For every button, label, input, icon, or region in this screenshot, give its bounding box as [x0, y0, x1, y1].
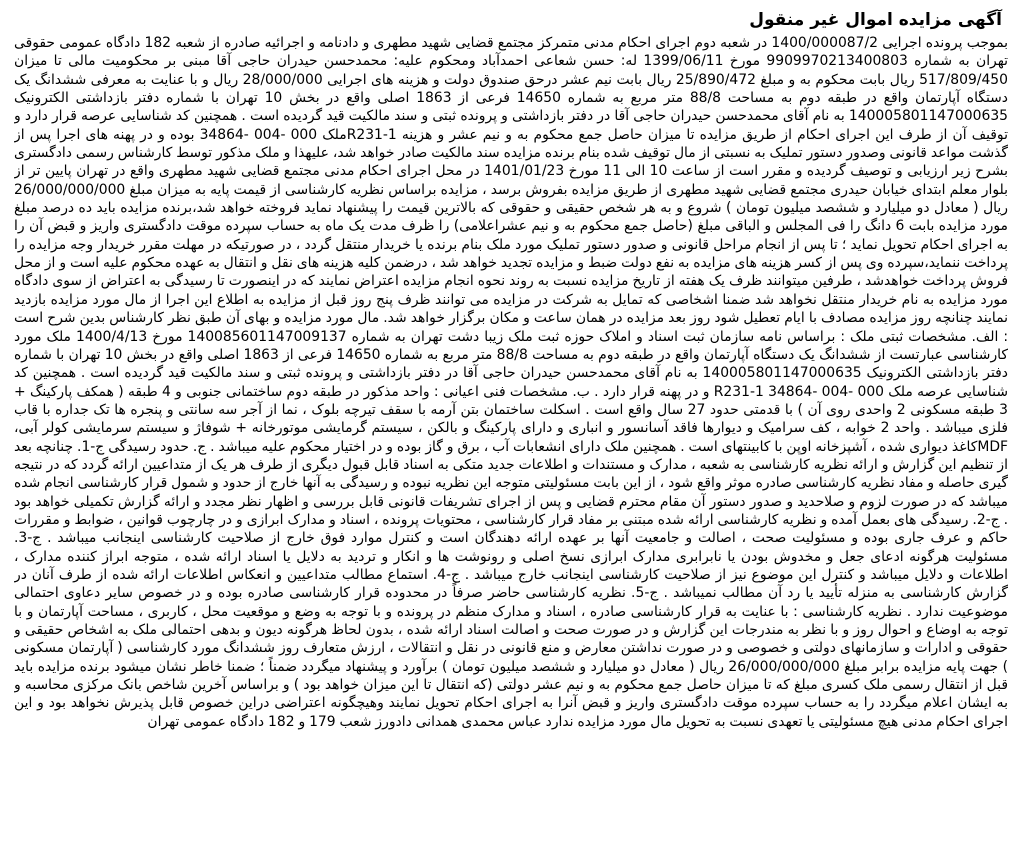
notice-body: بموجب پرونده اجرایی 1400/000087/2 در شعبه دوم اجرای احکام مدنی متمرکز مجتمع قضایی شهید مطهری و دادنامه و اجرائیه صادره از شعبه 182 دادگاه عمومی حقوقی تهران به شماره 9909970213400803 مورخ 1399/06/11 له: حسن شعاعی احمدآباد ومحکوم علیه: محمدحسن حیدران حاجی آقا مبنی بر محکومیت مالی تا میزان 517/809/450 ریال بابت محکوم به و مبلغ 25/890/472 ریال بابت نیم عشر درحق صندوق دولت و هزینه های اجرایی 28/000/000 ریال و با عنایت به معرفی ششدانگ یک دستگاه آپارتمان واقع در طبقه دوم به مساحت 88/8 متر مربع به شماره 14650 فرعی از 1863 اصلی واقع در بخش 10 تهران با شماره دفتر بازداشتی الکترونیک 140005801147000635 به نام آقای محمدحسن حیدران حاجی آقا در دفتر بازداشتی و پرونده ثبتی و سند مالکیت قید گردیده است . همچنین کد شناسایی عرصه قرار دارد و توقیف آن از طرف این اجرای احکام از طریق مزایده تا میزان حاصل جمع محکوم به و نیم عشر و هزینه R231-1ملک 000 -004 -34864 بوده و در پهنه های اجرا پس از گذشت مواعد قانونی وصدور دستور تملیک به نسبتی از مال توقیف شده بنام برنده مزایده سند مالکیت صادر خواهد شد، علیهذا و ملک مذکور توسط کارشناس رسمی دادگستری بشرح زیر ارزیابی و توصیف گردیده و مقرر است از ساعت 10 الی 11 مورخ 1401/01/23 در محل اجرای احکام مدنی مجتمع قضایی شهید مطهری واقع در تهران پایین تر از بلوار معلم ابتدای خیابان حیدری مجتمع قضایی شهید مطهری از طریق مزایده بفروش برسد ، مزایده براساس نظریه کارشناسی از قیمت پایه به میزان مبلغ 26/000/000/000 ریال ( معادل دو میلیارد و ششصد میلیون تومان ) شروع و به هر شخص حقیقی و حقوقی که بالاترین قیمت را پیشنهاد نماید فروخته خواهد شد،برنده مزایده باید ده درصد مبلغ مورد مزایده بابت 6 دانگ را فی المجلس و الباقی مبلغ (حاصل جمع محکوم به و نیم عشراعلامی) را ظرف مدت یک ماه به حساب سپرده موقت دادگستری واریز و قبض آن را به اجرای احکام تحویل نماید ؛ تا پس از انجام مراحل قانونی و صدور دستور تملیک مورد ملک بنام برنده یا خریدار منتقل گردد ، در صورتیکه در مهلت مقرر خریدار وجه مزایده را پرداخت ننماید،سپرده وی پس از کسر هزینه های مزایده به نفع دولت ضبط و مزایده تجدید خواهد شد ، درضمن کلیه هزینه های نقل و انتقال به عهده محکوم علیه است و از محل فروش پرداخت خواهدشد ، طرفین میتوانند ظرف یک هفته از تاریخ مزایده نسبت به روند نحوه انجام مزایده اعتراض نمایند که در اینصورت تا رسیدگی به اعتراض از سوی دادگاه مورد مزایده به نام خریدار منتقل نخواهد شد ضمنا اشخاصی که تمایل به شرکت در مزایده می توانند ظرف پنج روز قبل از مزایده به اطلاع این اجرا از مال مورد مزایده بازدید نمایند چنانچه روز مزایده مصادف با ایام تعطیل شود روز بعد مزایده در همان ساعت و مکان برگزار خواهد شد. مال مورد مزایده و بهای آن طبق نظر کارشناس بدین شرح است : الف. مشخصات ثبتی ملک : براساس نامه سازمان ثبت اسناد و املاک حوزه ثبت ملک زیبا دشت تهران به شماره 140085601147009137 مورخ 1400/4/13 ملک مورد کارشناسی عبارتست از ششدانگ یک دستگاه آپارتمان واقع در طبقه دوم به مساحت 88/8 متر مربع به شماره 14650 فرعی از 1863 اصلی واقع در بخش 10 تهران با شماره دفتر بازداشتی الکترونیک 140005801147000635 به نام آقای محمدحسن حیدران حاجی آقا در دفتر بازداشتی و پرونده ثبتی و سند مالکیت قید گردیده است . همچنین کد شناسایی عرصه ملک 000 -004 -34864 R231-1 و در پهنه قرار دارد . ب. مشخصات فنی اعیانی : واحد مذکور در طبقه دوم ساختمانی جنوبی و 4 طبقه ( همکف پارکینگ + 3 طبقه مسکونی 2 واحدی روی آن ) با قدمتی حدود 27 سال واقع است . اسکلت ساختمان بتن آرمه با سقف تیرچه بلوک ، نما از آجر سه سانتی و پنجره ها تک جداره با قاب فلزی میباشد . واحد 2 خوابه ، کف سرامیک و دیوارها فاقد آسانسور و انباری و دارای پارکینگ و بالکن ، سیستم گرمایشی موتورخانه + شوفاژ و سیستم سرمایشی کولر آبی، MDFکاغذ دیواری شده ، آشپزخانه اوپن با کابینتهای است . همچنین ملک دارای انشعابات آب ، برق و گاز بوده و در اختیار محکوم علیه میباشد . ج. حدود رسیدگی ج-1. چنانچه بعد از تنظیم این گزارش و ارائه نظریه کارشناسی به شعبه ، مدارک و مستندات و اطلاعات جدید متکی به اسناد قابل قبول دیگری از طرف هر یک از متداعیین ارائه گردد که در نتیجه گیری حاصله و مفاد نظریه کارشناسی صادره موثر واقع شود ، از این بابت مسئولیتی متوجه این نظریه نبوده و رسیدگی به آنها خارج از حدود و شمول قرار کارشناسی انجام شده میباشد که در صورت لزوم و صلاحدید و صدور دستور آن مقام محترم قضایی و پس از اجرای تشریفات قانونی قابل بررسی و اظهار نظر مجدد و ارائه گزارش تکمیلی خواهد بود . ج-2. رسیدگی های بعمل آمده و نظریه کارشناسی ارائه شده مبتنی بر مفاد قرار کارشناسی ، محتویات پرونده ، اسناد و مدارک ابرازی و در چارچوب قوانین ، ضوابط و مقررات حاکم و عرف جاری بوده و مسئولیت صحت ، اصالت و جامعیت آنها بر عهده ارائه دهندگان است و کنترل موارد فوق خارج از صلاحیت کارشناسی اینجانب میباشد . ج-3. مسئولیت هرگونه ادعای جعل و مخدوش بودن یا نابرابری مدارک ابرازی نسخ اصلی و رونوشت ها و انکار و تردید به دلایل یا اسناد ارائه شده ، متوجه ابراز کننده مدارک ، اطلاعات و دلایل میباشد و کنترل این موضوع نیز از صلاحیت کارشناسی اینجانب خارج میباشد . ج-4. استماع مطالب متداعیین و انعکاس اطلاعات ارائه شده از طرف آنان در گزارش کارشناسی به منزله تأیید یا رد آن مطالب نمیباشد . ج-5. نظریه کارشناسی حاضر صرفاً در محدوده قرار کارشناسی صادره بوده و در خصوص سایر دعاوی احتمالی موضوعیت ندارد . نظریه کارشناسی : با عنایت به قرار کارشناسی صادره ، اسناد و مدارک منظم در پرونده و با توجه به وضع و موقعیت محل ، کاربری ، مساحت آپارتمان و با توجه به اوضاع و احوال روز و با نظر به مندرجات این گزارش و در صورت صحت و اصالت اسناد ارائه شده ، بدون لحاظ هرگونه دیون و بدهی احتمالی ملک به اشخاص حقیقی و حقوقی و ادارات و سازمانهای دولتی و خصوصی و در صورت نداشتن معارض و منع قانونی در نقل و انتقالات ، ارزش متعارف روز ششدانگ مورد کارشناسی ( آپارتمان مسکونی ) جهت پایه مزایده برابر مبلغ 26/000/000/000 ریال ( معادل دو میلیارد و ششصد میلیون تومان ) برآورد و پیشنهاد میگردد ضمناً ؛ ضمنا خاطر نشان میشود برنده مزایده باید قبل از انتقال رسمی ملک کسری مبلغ که تا میزان حاصل جمع محکوم به و نیم عشر دولتی (که انتقال تا این میزان خواهد بود ) و براساس آخرین شاخص بانک مرکزی محاسبه و به ایشان اعلام میگردد را به حساب سپرده موقت دادگستری واریز و قبض آنرا به اجرای احکام تحویل نمایند وهیچگونه اعتراضی دراین خصوص قابل پذیرش نخواهد بود و این اجرای احکام مدنی هیچ مسئولیتی یا تعهدی نسبت به تحویل مال مورد مزایده ندارد عباس محمدی همدانی دادورز شعب 179 و 182 دادگاه عمومی تهران [14, 35, 1008, 730]
notice-title: آگهی مزایده اموال غیر منقول [749, 10, 1002, 30]
auction-notice [14, 6, 1008, 844]
